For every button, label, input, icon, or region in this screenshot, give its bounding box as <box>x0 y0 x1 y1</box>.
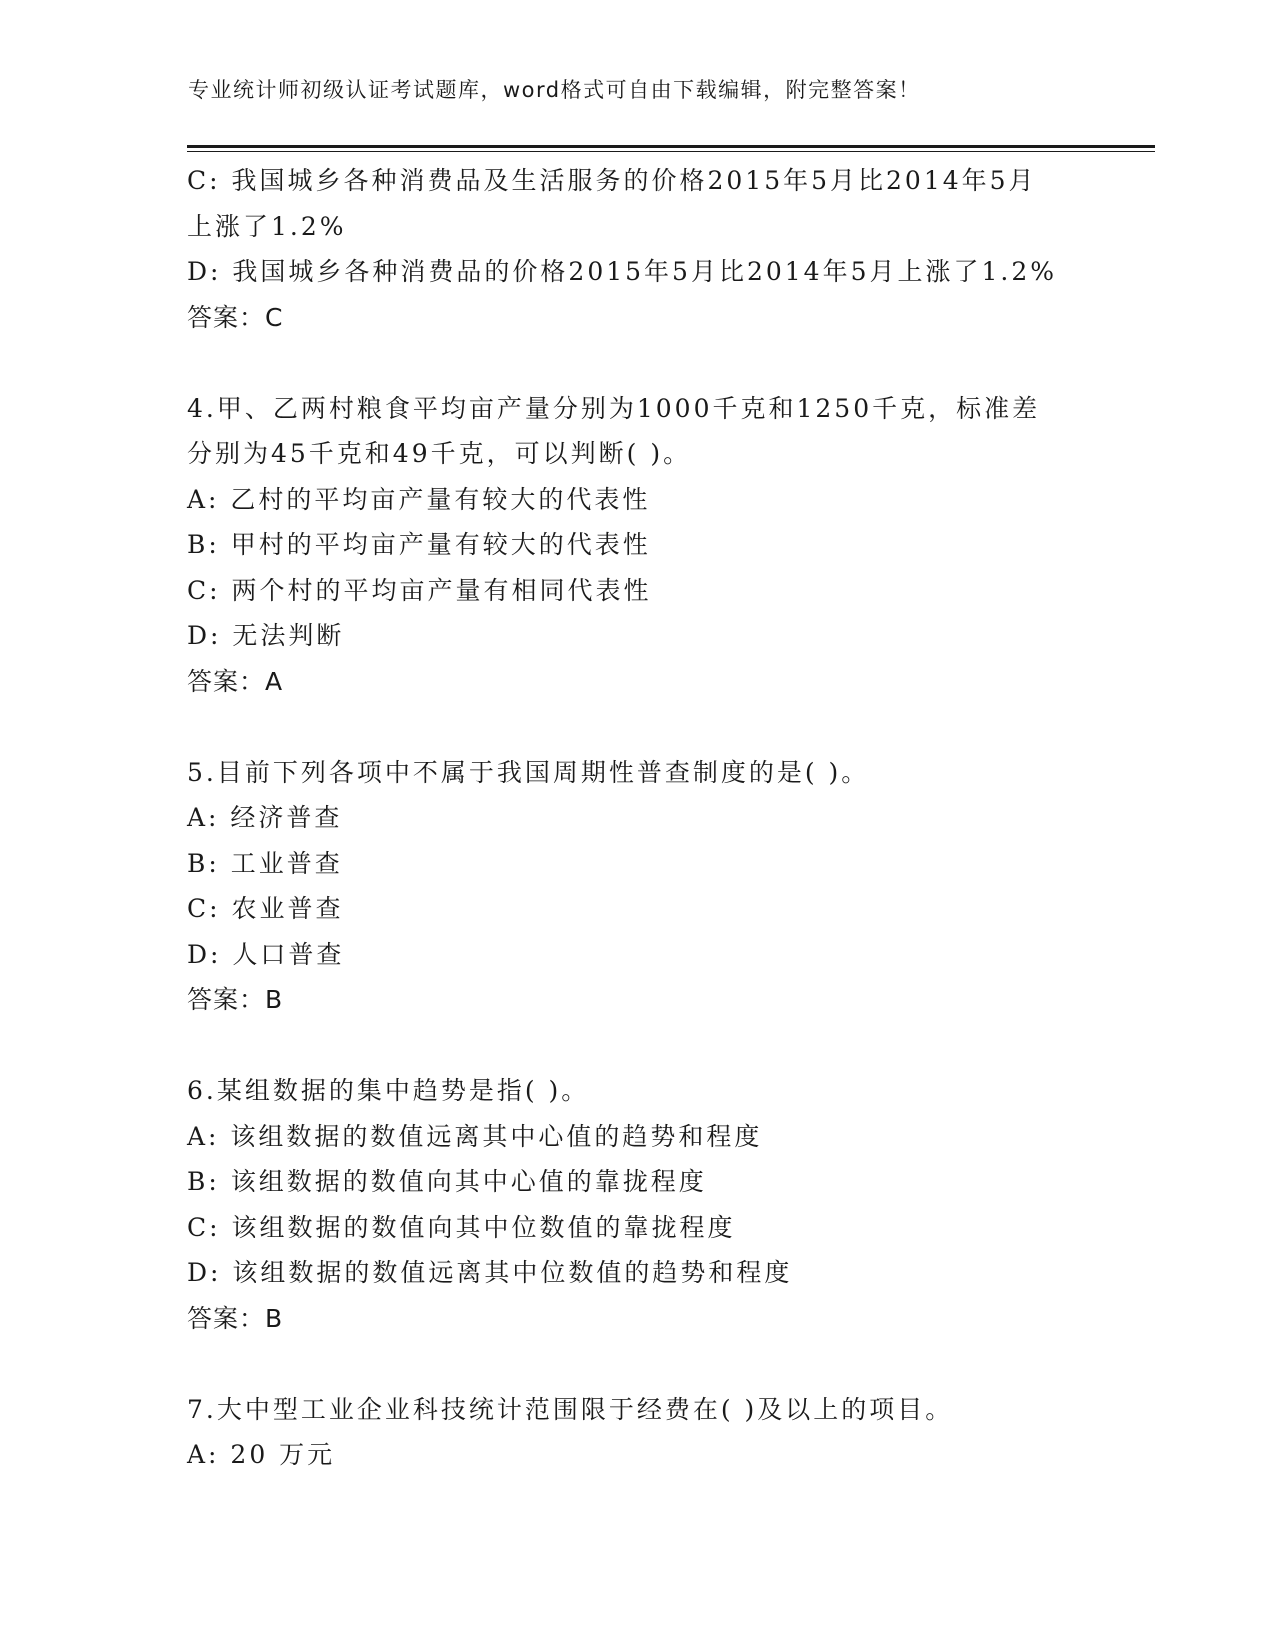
option-c: C: 该组数据的数值向其中位数值的靠拢程度 <box>187 1212 736 1242</box>
option-d: D: 无法判断 <box>187 621 345 650</box>
question-stem: 5.目前下列各项中不属于我国周期性普查制度的是( )。 <box>187 757 870 787</box>
question-block-5 <box>187 750 1107 1023</box>
header-rule-thick <box>187 145 1155 148</box>
question-block-7 <box>187 1387 1107 1478</box>
option-c: C: 两个村的平均亩产量有相同代表性 <box>187 575 652 605</box>
option-c: C: 农业普查 <box>187 894 344 923</box>
question-text-line: 上涨了1.2% <box>187 211 347 241</box>
question-block-6 <box>187 1068 1107 1341</box>
option-b: B: 工业普查 <box>187 848 343 878</box>
question-text-line: C: 我国城乡各种消费品及生活服务的价格2015年5月比2014年5月 <box>187 166 1037 195</box>
option-d: D: 该组数据的数值远离其中位数值的趋势和程度 <box>187 1258 793 1287</box>
option-a: A: 乙村的平均亩产量有较大的代表性 <box>187 484 651 514</box>
block-spacer <box>187 704 1107 750</box>
question-stem: 分别为45千克和49千克，可以判断( )。 <box>187 439 692 468</box>
option-a: A: 经济普查 <box>187 803 343 832</box>
question-stem: 7.大中型工业企业科技统计范围限于经费在( )及以上的项目。 <box>187 1394 954 1424</box>
question-block-4 <box>187 386 1107 705</box>
answer-label: 答案：A <box>187 666 284 696</box>
question-stem: 4.甲、乙两村粮食平均亩产量分别为1000千克和1250千克，标准差 <box>187 393 1041 423</box>
question-stem: 6.某组数据的集中趋势是指( )。 <box>187 1076 590 1105</box>
block-spacer <box>187 340 1107 386</box>
option-a: A: 该组数据的数值远离其中心值的趋势和程度 <box>187 1121 763 1151</box>
option-a: A: 20 万元 <box>187 1440 336 1469</box>
option-d: D: 人口普查 <box>187 939 345 969</box>
answer-label: 答案：C <box>187 302 284 332</box>
option-b: B: 甲村的平均亩产量有较大的代表性 <box>187 530 651 559</box>
answer-label: 答案：B <box>187 985 284 1014</box>
option-b: B: 该组数据的数值向其中心值的靠拢程度 <box>187 1167 707 1196</box>
question-list <box>187 158 1107 1478</box>
page-header: 专业统计师初级认证考试题库，word格式可自由下载编辑，附完整答案！ <box>188 78 921 102</box>
block-spacer <box>187 1341 1107 1387</box>
option-d: D: 我国城乡各种消费品的价格2015年5月比2014年5月上涨了1.2% <box>187 257 1057 286</box>
block-spacer <box>187 1023 1107 1069</box>
question-block-3 <box>187 158 1107 340</box>
answer-label: 答案：B <box>187 1303 284 1333</box>
header-rule-thin <box>187 151 1155 152</box>
